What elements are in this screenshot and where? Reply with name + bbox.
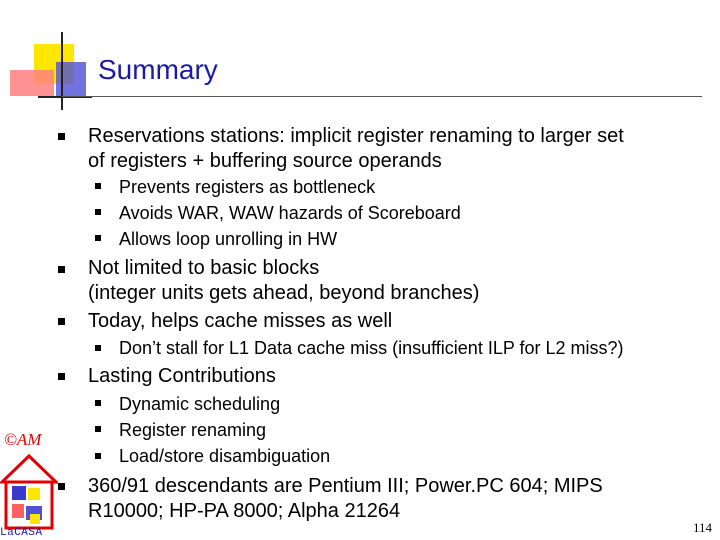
bullet-marker — [58, 318, 65, 325]
bullet-marker — [58, 133, 65, 140]
decor-red-square — [10, 70, 54, 96]
bullet-line: R10000; HP-PA 8000; Alpha 21264 — [88, 500, 401, 522]
logo-name-text: LaCASA — [0, 527, 43, 539]
bullet-text — [88, 256, 479, 306]
bullet-text: Allows loop unrolling in HW — [119, 229, 338, 249]
bullet-marker — [95, 426, 101, 432]
bullet-text: Avoids WAR, WAW hazards of Scoreboard — [119, 203, 461, 223]
logo-copyright-text: ©AM — [4, 430, 42, 449]
title-underline — [62, 96, 702, 97]
bullet-text: Lasting Contributions — [88, 365, 276, 387]
page-number: 114 — [692, 520, 712, 535]
slide-title: Summary — [98, 54, 218, 85]
bullet-line: of registers + buffering source operands — [88, 150, 442, 172]
bullet-marker — [95, 345, 101, 351]
bullet-line: Not limited to basic blocks — [88, 257, 320, 279]
bullet-text: Load/store disambiguation — [119, 446, 331, 466]
bullet-marker — [95, 209, 101, 215]
bullet-marker — [95, 235, 101, 241]
bullet-text: Prevents registers as bottleneck — [119, 177, 376, 197]
bullet-line: Reservations stations: implicit register renaming to larger set — [88, 125, 624, 147]
bullet-marker — [58, 373, 65, 380]
bullet-marker — [95, 400, 101, 406]
decor-vertical-line — [61, 32, 63, 110]
bullet-text: Today, helps cache misses as well — [88, 310, 393, 332]
bullet-text: Dynamic scheduling — [119, 394, 281, 414]
bullet-text — [88, 124, 624, 174]
bullet-text: Register renaming — [119, 420, 267, 440]
bullet-text — [88, 474, 603, 524]
bullet-line: 360/91 descendants are Pentium III; Power.PC 604; MIPS — [88, 475, 603, 497]
bullet-marker — [95, 453, 101, 459]
house-icon — [0, 452, 58, 532]
bullet-line: (integer units gets ahead, beyond branches) — [88, 282, 480, 304]
lacasa-logo — [0, 430, 58, 540]
bullet-marker — [58, 483, 65, 490]
bullet-text: Don’t stall for L1 Data cache miss (insufficient ILP for L2 miss?) — [119, 338, 624, 358]
bullet-marker — [58, 266, 65, 273]
bullet-marker — [95, 183, 101, 189]
